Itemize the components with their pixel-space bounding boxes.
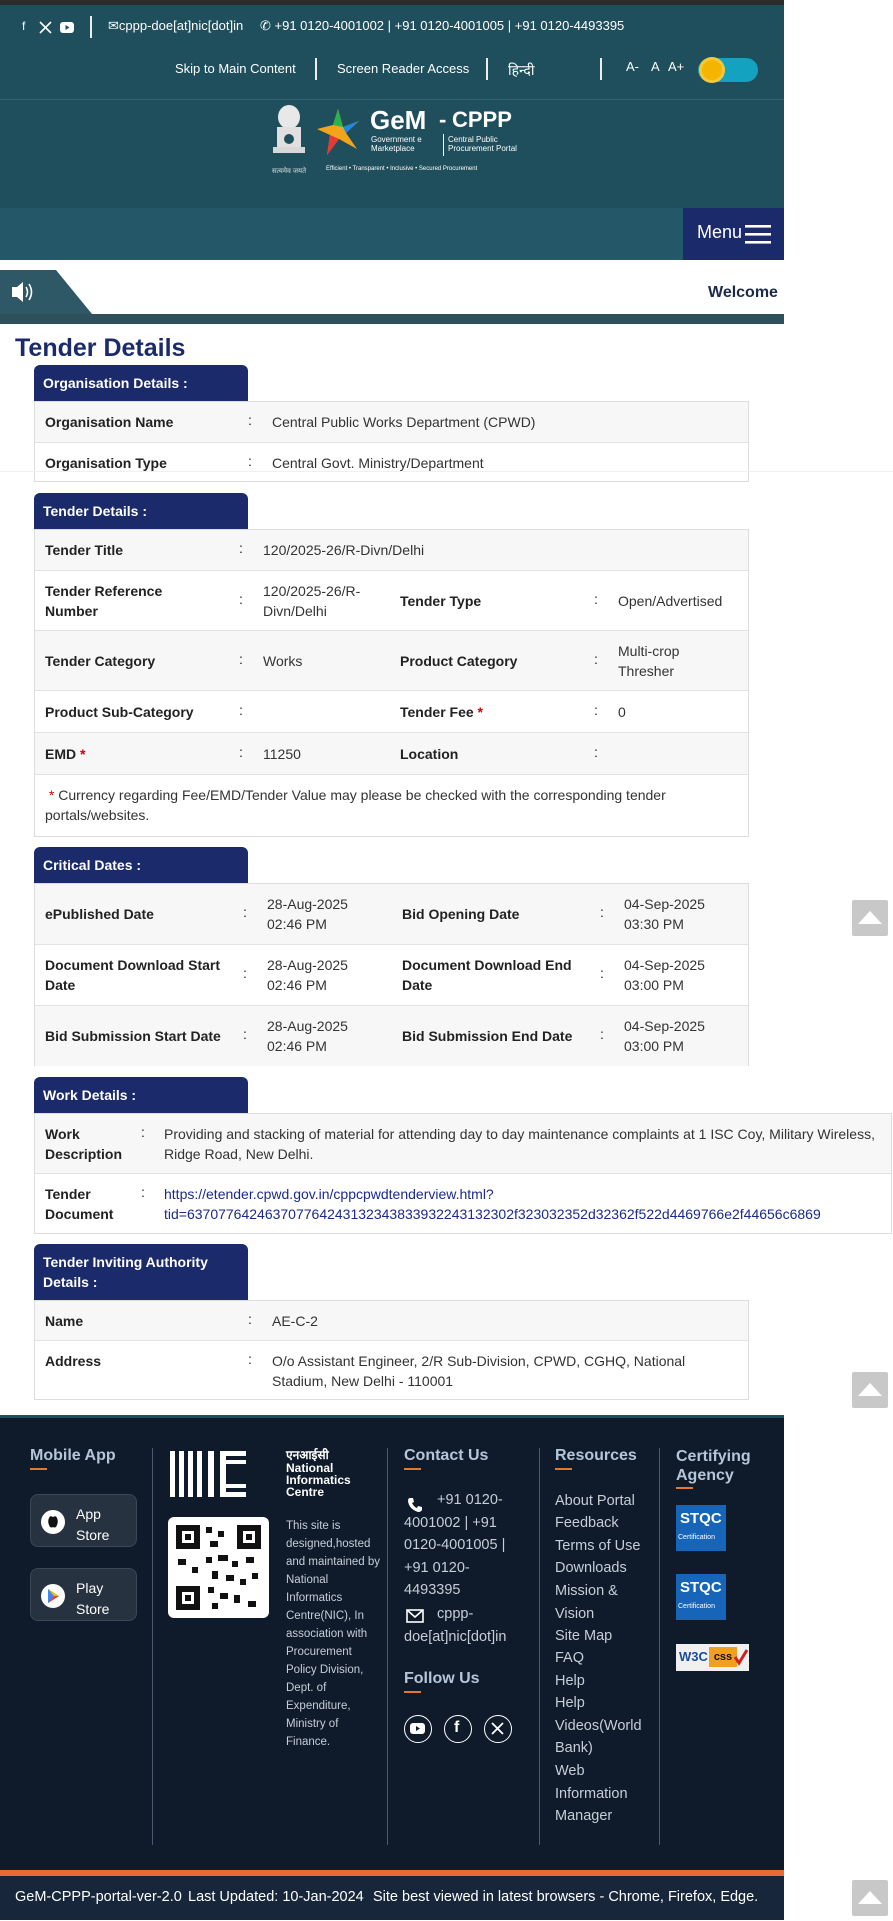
divider — [0, 471, 893, 472]
authority-name-label: Name — [45, 1313, 84, 1329]
qr-code — [168, 1517, 269, 1618]
heading-underline — [676, 1487, 693, 1489]
colon: : — [239, 591, 243, 607]
colon: : — [141, 1124, 145, 1140]
national-emblem-icon — [268, 103, 310, 165]
work-section-heading: Work Details : — [34, 1077, 248, 1113]
bid-opening-label: Bid Opening Date — [402, 906, 520, 922]
colon: : — [594, 591, 598, 607]
footer-divider — [539, 1448, 540, 1845]
tender-doc-label: Tender Document — [45, 1186, 114, 1222]
resource-link-help[interactable]: Help — [555, 1673, 585, 1689]
resource-link-mission[interactable]: Mission & Vision — [555, 1583, 618, 1622]
bid-sub-end-value: 04-Sep-2025 03:00 PM — [624, 1018, 705, 1054]
table-row — [35, 1174, 891, 1234]
colon: : — [141, 1184, 145, 1200]
check-icon — [734, 1648, 748, 1666]
w3c-css-badge[interactable] — [676, 1644, 749, 1671]
table-row — [35, 530, 748, 571]
facebook-icon[interactable]: f — [444, 1715, 472, 1743]
tender-fee-value: 0 — [618, 704, 626, 720]
table-row — [35, 1301, 748, 1341]
doc-download-end-value: 04-Sep-2025 03:00 PM — [624, 957, 705, 993]
table-row — [35, 402, 748, 443]
doc-download-end-label: Document Download End Date — [402, 957, 572, 993]
table-row — [35, 1341, 748, 1400]
nav-bar — [0, 208, 784, 260]
scroll-top-button[interactable] — [852, 1372, 888, 1408]
gem-subtitle: Government e Marketplace — [371, 135, 422, 153]
colon: : — [243, 1026, 247, 1042]
css-text: css — [709, 1647, 737, 1667]
cppp-subtitle: Central Public Procurement Portal — [448, 135, 517, 153]
resource-link-faq[interactable]: FAQ — [555, 1650, 585, 1666]
bid-sub-start-label: Bid Submission Start Date — [45, 1028, 221, 1044]
last-updated: Last Updated: 10-Jan-2024 — [188, 1889, 364, 1905]
browser-note: Site best viewed in latest browsers - Chrome, Firefox, Edge. — [373, 1889, 759, 1905]
colon: : — [600, 904, 604, 920]
colon: : — [248, 453, 252, 469]
apple-icon — [41, 1510, 65, 1534]
colon: : — [243, 904, 247, 920]
ticker-underline — [0, 314, 784, 324]
resource-link-downloads[interactable]: Downloads — [555, 1560, 627, 1576]
work-desc-label: Work Description — [45, 1126, 123, 1162]
tender-ref-label: Tender Reference Number — [45, 583, 163, 619]
colon: : — [248, 1351, 252, 1367]
font-normal-button[interactable]: A — [651, 59, 660, 74]
org-type-label: Organisation Type — [45, 455, 167, 471]
news-ticker — [0, 270, 784, 314]
authority-section-heading: Tender Inviting Authority Details : — [34, 1244, 248, 1300]
ticker-text: Welcome — [708, 284, 778, 301]
tender-type-value: Open/Advertised — [618, 593, 723, 609]
tender-type-label: Tender Type — [400, 593, 482, 609]
contact-email[interactable]: cppp-doe[at]nic[dot]in — [404, 1606, 507, 1645]
emd-label: EMD * — [45, 746, 86, 762]
tender-document-link[interactable]: https://etender.cpwd.gov.in/cppcpwdtenderview.html? tid=637077642463707764243132343833932243132302f323032352d32362f522d4469766e2f44656c6869 — [164, 1186, 821, 1222]
footer-divider — [152, 1448, 153, 1845]
table-row — [35, 691, 748, 733]
arrow-up-icon — [852, 900, 888, 936]
org-type-value: Central Govt. Ministry/Department — [272, 455, 484, 471]
table-row — [35, 631, 748, 691]
authority-details-box — [34, 1300, 749, 1400]
gem-star-icon — [315, 107, 361, 157]
nic-logo-mark — [168, 1449, 280, 1499]
utility-bar — [0, 5, 784, 99]
x-twitter-icon[interactable] — [39, 21, 52, 34]
resource-link-wim[interactable]: Web Information Manager — [555, 1763, 628, 1824]
authority-address-value: O/o Assistant Engineer, 2/R Sub-Division, CPWD, CGHQ, National Stadium, New Delhi - 110001 — [272, 1353, 686, 1389]
emd-value: 11250 — [263, 746, 301, 762]
divider — [486, 58, 488, 80]
tender-section-heading: Tender Details : — [34, 493, 248, 529]
resource-link-terms[interactable]: Terms of Use — [555, 1538, 641, 1554]
page-title: Tender Details — [15, 334, 186, 362]
work-details-box — [34, 1113, 892, 1234]
screen-reader-link[interactable]: Screen Reader Access — [337, 61, 470, 76]
tender-fee-label: Tender Fee * — [400, 704, 483, 720]
colon: : — [248, 412, 252, 428]
currency-note: * Currency regarding Fee/EMD/Tender Value may please be checked with the corresponding tender portals/websites. — [45, 787, 666, 823]
tender-title-label: Tender Title — [45, 542, 124, 558]
gem-wordmark: GeM — [370, 105, 427, 135]
app-store-button[interactable] — [30, 1494, 137, 1547]
resource-link-about[interactable]: About Portal — [555, 1493, 635, 1509]
colon: : — [243, 965, 247, 981]
contact-phones: +91 0120-4001002 | +91 0120-4001005 | +91 0120-4493395 — [404, 1492, 506, 1598]
nic-name: National Informatics Centre — [286, 1461, 351, 1499]
footer-resources-heading: Resources — [555, 1447, 637, 1464]
heading-underline — [555, 1468, 572, 1470]
w3c-text: W3C — [679, 1649, 708, 1664]
font-decrease-button[interactable]: A- — [626, 59, 639, 74]
tender-ref-value: 120/2025-26/R-Divn/Delhi — [263, 583, 361, 619]
stqc-badge[interactable] — [676, 1574, 726, 1620]
footer-mobile-heading: Mobile App — [30, 1447, 116, 1464]
play-store-label: Play Store — [76, 1580, 110, 1617]
bid-opening-value: 04-Sep-2025 03:30 PM — [624, 896, 705, 932]
doc-download-start-value: 28-Aug-2025 02:46 PM — [267, 957, 348, 993]
hindi-language-link[interactable]: हिन्दी — [508, 62, 535, 78]
doc-download-start-label: Document Download Start Date — [45, 957, 221, 993]
resource-link-help-videos[interactable]: Help Videos(World Bank) — [555, 1695, 642, 1756]
topbar-phones: ✆ +91 0120-4001002 | +91 0120-4001005 | +91 0120-4493395 — [260, 18, 625, 33]
emblem-caption: सत्यमेव जयते — [272, 168, 307, 175]
table-row — [35, 945, 748, 1006]
youtube-icon[interactable] — [60, 22, 74, 33]
bid-sub-start-value: 28-Aug-2025 02:46 PM — [267, 1018, 348, 1054]
hamburger-icon — [745, 225, 771, 245]
authority-address-label: Address — [45, 1353, 102, 1369]
arrow-up-icon — [852, 1880, 888, 1916]
table-row — [35, 884, 748, 945]
arrow-up-icon — [852, 1372, 888, 1408]
product-category-label: Product Category — [400, 653, 518, 669]
stqc-text: STQC — [680, 1579, 722, 1596]
colon: : — [594, 702, 598, 718]
google-play-icon — [41, 1584, 65, 1608]
org-section-heading: Organisation Details : — [34, 365, 248, 401]
colon: : — [239, 702, 243, 718]
org-details-box — [34, 401, 749, 482]
table-row — [35, 1006, 748, 1066]
cppp-wordmark: CPPP — [452, 107, 512, 132]
resource-link-sitemap[interactable]: Site Map — [555, 1628, 613, 1644]
facebook-icon[interactable]: f — [22, 19, 26, 33]
logo-divider — [443, 134, 444, 156]
scroll-top-button[interactable] — [852, 900, 888, 936]
work-desc-value: Providing and stacking of material for attending day to day maintenance complaints at 1 ISC Coy, Military Wireless, Ridge Road, New Delhi. — [164, 1126, 875, 1162]
table-row — [35, 733, 748, 775]
table-row — [35, 775, 748, 837]
divider — [315, 58, 317, 80]
table-row — [35, 571, 748, 631]
bid-sub-end-label: Bid Submission End Date — [402, 1028, 573, 1044]
site-logo[interactable] — [268, 103, 520, 177]
stqc-caption: Certification — [678, 1603, 715, 1610]
footer-divider — [659, 1448, 660, 1845]
colon: : — [248, 1311, 252, 1327]
nic-hindi: एनआईसी — [286, 1448, 329, 1462]
bottom-bar — [0, 1876, 784, 1920]
dates-section-heading: Critical Dates : — [34, 847, 248, 883]
footer-contact-heading: Contact Us — [404, 1447, 489, 1464]
critical-dates-box — [34, 883, 749, 1066]
scroll-top-button[interactable] — [852, 1880, 888, 1916]
table-row — [35, 443, 748, 482]
tender-details-box — [34, 529, 749, 837]
colon: : — [594, 744, 598, 760]
divider — [600, 58, 602, 80]
epublished-label: ePublished Date — [45, 906, 154, 922]
tender-category-value: Works — [263, 653, 303, 669]
stqc-caption: Certification — [678, 1534, 715, 1541]
menu-label: Menu — [697, 222, 743, 242]
footer — [0, 1415, 784, 1875]
sun-icon — [702, 60, 722, 80]
heading-underline — [404, 1468, 421, 1470]
authority-name-value: AE-C-2 — [272, 1313, 318, 1329]
table-row — [35, 1114, 891, 1174]
stqc-text: STQC — [680, 1510, 722, 1527]
resource-link-feedback[interactable]: Feedback — [555, 1515, 619, 1531]
heading-underline — [404, 1691, 421, 1693]
colon: : — [600, 1026, 604, 1042]
play-store-button[interactable] — [30, 1568, 137, 1621]
x-twitter-icon[interactable] — [484, 1715, 512, 1743]
colon: : — [239, 540, 243, 556]
nic-description: This site is designed,hosted and maintained by National Informatics Centre(NIC), In association with Procurement Policy Division, Dept. of Expenditure, Ministry of Finance. — [286, 1520, 380, 1748]
org-name-value: Central Public Works Department (CPWD) — [272, 414, 536, 430]
product-category-value: Multi-crop Thresher — [618, 643, 680, 679]
portal-version: GeM-CPPP-portal-ver-2.0 — [15, 1889, 182, 1905]
footer-divider — [387, 1448, 388, 1845]
colon: : — [239, 744, 243, 760]
stqc-badge[interactable] — [676, 1505, 726, 1551]
org-name-label: Organisation Name — [45, 414, 174, 430]
font-increase-button[interactable]: A+ — [668, 59, 685, 74]
cppp-dash: - — [439, 107, 447, 132]
youtube-icon[interactable] — [404, 1715, 432, 1743]
heading-underline — [30, 1468, 47, 1470]
divider — [90, 16, 92, 38]
location-label: Location — [400, 746, 459, 762]
nic-logo[interactable] — [168, 1448, 351, 1499]
topbar-email[interactable]: ✉cppp-doe[at]nic[dot]in — [108, 18, 244, 33]
speaker-icon[interactable] — [0, 270, 92, 314]
logo-tagline: Efficient • Transparent • Inclusive • Secured Procurement — [326, 166, 478, 172]
app-store-label: App Store — [76, 1506, 110, 1543]
colon: : — [594, 651, 598, 667]
menu-button[interactable] — [683, 208, 784, 260]
product-subcategory-label: Product Sub-Category — [45, 704, 194, 720]
epublished-value: 28-Aug-2025 02:46 PM — [267, 896, 348, 932]
skip-to-main-link[interactable]: Skip to Main Content — [175, 61, 296, 76]
colon: : — [600, 965, 604, 981]
colon: : — [239, 651, 243, 667]
footer-cert-heading: Certifying Agency — [676, 1448, 751, 1484]
tender-category-label: Tender Category — [45, 653, 156, 669]
tender-title-value: 120/2025-26/R-Divn/Delhi — [263, 542, 425, 558]
footer-follow-heading: Follow Us — [404, 1670, 480, 1687]
